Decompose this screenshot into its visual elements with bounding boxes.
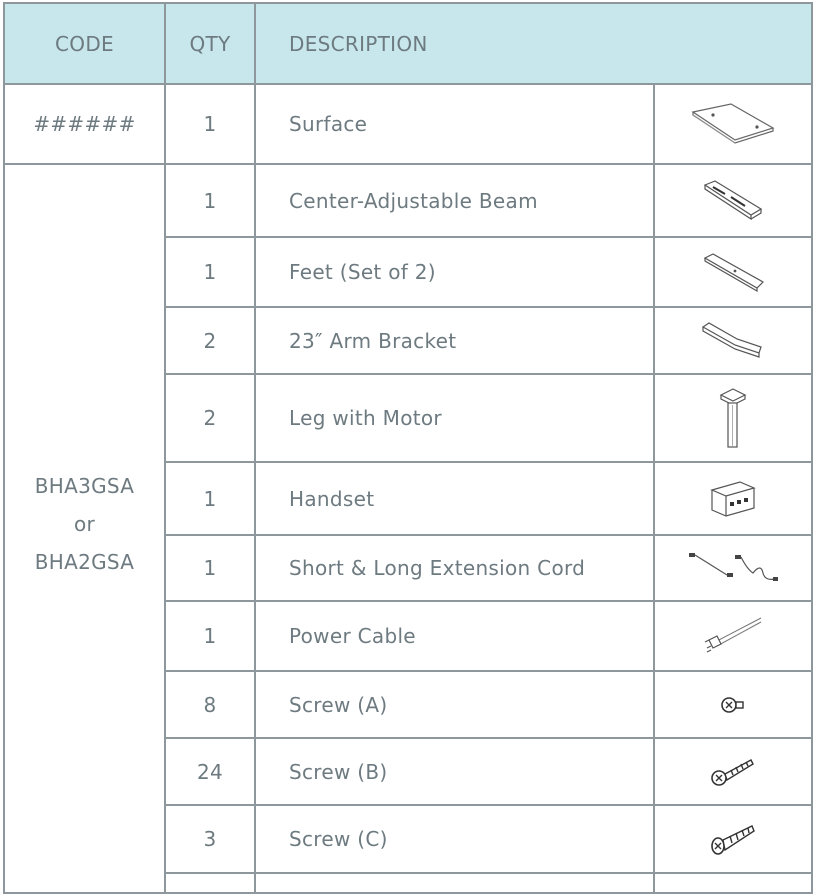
qty-cell: 2 — [165, 374, 255, 462]
description-cell-empty — [255, 873, 654, 893]
description-cell: Screw (C) — [255, 805, 654, 873]
qty-cell: 24 — [165, 738, 255, 805]
extension-cord-icon — [654, 535, 812, 601]
table-row — [4, 84, 812, 164]
table-row — [4, 164, 812, 237]
qty-cell: 1 — [165, 601, 255, 671]
description-cell: 23″ Arm Bracket — [255, 307, 654, 374]
qty-cell: 1 — [165, 164, 255, 237]
code-cell: ###### — [4, 84, 165, 164]
feet-icon — [654, 237, 812, 307]
arm-bracket-icon — [654, 307, 812, 374]
qty-cell: 2 — [165, 307, 255, 374]
qty-cell: 1 — [165, 84, 255, 164]
handset-icon — [654, 462, 812, 535]
description-cell: Screw (A) — [255, 671, 654, 738]
qty-cell: 8 — [165, 671, 255, 738]
screw-a-icon — [654, 671, 812, 738]
description-cell: Short & Long Extension Cord — [255, 535, 654, 601]
description-cell: Handset — [255, 462, 654, 535]
qty-cell-empty — [165, 873, 255, 893]
header-qty: QTY — [165, 3, 255, 84]
description-cell: Screw (B) — [255, 738, 654, 805]
qty-cell: 3 — [165, 805, 255, 873]
screw-b-icon — [654, 738, 812, 805]
screw-c-icon — [654, 805, 812, 873]
code-line-1: BHA3GSA — [34, 474, 135, 498]
header-description: DESCRIPTION — [255, 3, 812, 84]
image-cell-empty — [654, 873, 812, 893]
description-cell: Leg with Motor — [255, 374, 654, 462]
description-cell: Center-Adjustable Beam — [255, 164, 654, 237]
code-line-2: or — [73, 512, 96, 536]
leg-icon — [654, 374, 812, 462]
qty-cell: 1 — [165, 535, 255, 601]
description-cell: Surface — [255, 84, 654, 164]
merged-code-cell — [4, 164, 165, 893]
qty-cell: 1 — [165, 237, 255, 307]
header-row — [4, 3, 812, 84]
power-cable-icon — [654, 601, 812, 671]
description-cell: Feet (Set of 2) — [255, 237, 654, 307]
header-code: CODE — [4, 3, 165, 84]
surface-icon — [654, 84, 812, 164]
description-cell: Power Cable — [255, 601, 654, 671]
code-line-3: BHA2GSA — [34, 550, 135, 574]
parts-table — [3, 2, 813, 894]
beam-icon — [654, 164, 812, 237]
qty-cell: 1 — [165, 462, 255, 535]
